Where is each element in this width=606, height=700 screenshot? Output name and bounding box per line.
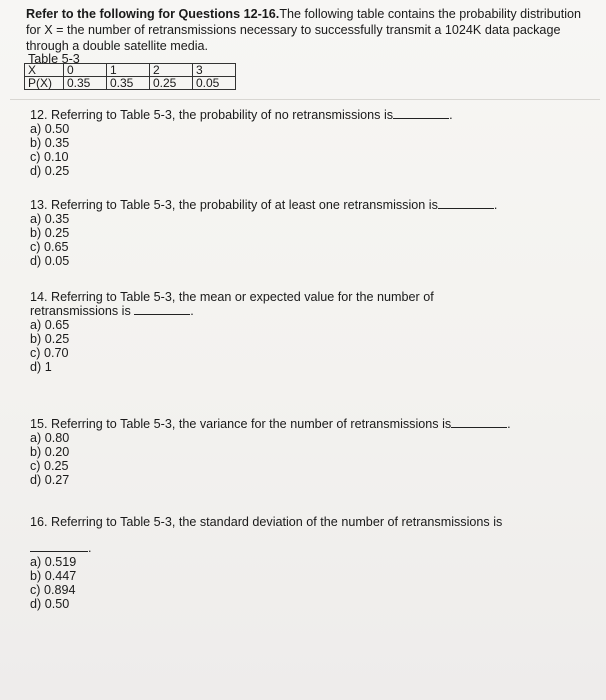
question-stem: 12. Referring to Table 5-3, the probability of no retransmissions is (30, 108, 394, 122)
option-d: d) 0.05 (30, 254, 70, 268)
answer-blank (451, 417, 507, 428)
table-cell: 0.25 (150, 77, 193, 90)
option-b: b) 0.25 (30, 226, 70, 240)
table-caption: Table 5-3 (28, 52, 80, 66)
question-14: 14. Referring to Table 5-3, the mean or expected value for the number of retransmissions is . a) 0.65 b) 0.25 c) 0.70 d) 1 (30, 290, 590, 374)
intro-text: The following table contains the probability distribution for X = the number of retransmissions necessary to successfully transmit a 1024K data package through a double satellite media. (26, 7, 582, 53)
option-c: c) 0.65 (30, 240, 69, 254)
table-cell: 0.35 (107, 77, 150, 90)
divider (10, 99, 600, 100)
answer-blank (393, 108, 449, 119)
question-stem: 15. Referring to Table 5-3, the variance for the number of retransmissions is (30, 417, 452, 431)
option-a: a) 0.65 (30, 318, 70, 332)
table-cell: 3 (193, 64, 236, 77)
question-12: 12. Referring to Table 5-3, the probability of no retransmissions is . a) 0.50 b) 0.35 c) 0.10 d) 0.25 (30, 108, 590, 178)
table-cell: 0.35 (64, 77, 107, 90)
option-b: b) 0.25 (30, 332, 70, 346)
option-c: c) 0.10 (30, 150, 69, 164)
table-row-x (25, 64, 236, 77)
question-stem: 16. Referring to Table 5-3, the standard deviation of the number of retransmissions is (30, 515, 503, 529)
question-stem: 14. Referring to Table 5-3, the mean or expected value for the number of (30, 290, 434, 304)
question-15: 15. Referring to Table 5-3, the variance for the number of retransmissions is . a) 0.80 b) 0.20 c) 0.25 d) 0.27 (30, 417, 590, 487)
option-a: a) 0.50 (30, 122, 70, 136)
intro-paragraph (26, 6, 586, 54)
option-b: b) 0.447 (30, 569, 77, 583)
option-d: d) 0.25 (30, 164, 70, 178)
table-cell: 0.05 (193, 77, 236, 90)
option-c: c) 0.25 (30, 459, 69, 473)
option-c: c) 0.894 (30, 583, 76, 597)
intro-heading: Refer to the following for Questions 12-16. (26, 7, 280, 21)
table-cell: X (25, 64, 64, 77)
table-cell: 0 (64, 64, 107, 77)
option-b: b) 0.20 (30, 445, 70, 459)
table-cell: 2 (150, 64, 193, 77)
question-13: 13. Referring to Table 5-3, the probability of at least one retransmission is . a) 0.35 b) 0.25 c) 0.65 d) 0.05 (30, 198, 590, 268)
table-row-p (25, 77, 236, 90)
question-stem: 13. Referring to Table 5-3, the probability of at least one retransmission is (30, 198, 438, 212)
probability-table (24, 63, 236, 90)
option-a: a) 0.35 (30, 212, 70, 226)
question-stem-cont: retransmissions is (30, 304, 131, 318)
option-b: b) 0.35 (30, 136, 70, 150)
answer-blank (438, 198, 494, 209)
option-d: d) 0.27 (30, 473, 70, 487)
answer-blank (134, 304, 190, 315)
option-d: d) 0.50 (30, 597, 70, 611)
option-c: c) 0.70 (30, 346, 69, 360)
question-16: 16. Referring to Table 5-3, the standard deviation of the number of retransmissions is . a) 0.519 b) 0.447 c) 0.894 d) 0.50 (30, 515, 590, 611)
option-a: a) 0.519 (30, 555, 77, 569)
option-a: a) 0.80 (30, 431, 70, 445)
table-cell: 1 (107, 64, 150, 77)
answer-blank (30, 541, 88, 552)
option-d: d) 1 (30, 360, 52, 374)
table-cell: P(X) (25, 77, 64, 90)
